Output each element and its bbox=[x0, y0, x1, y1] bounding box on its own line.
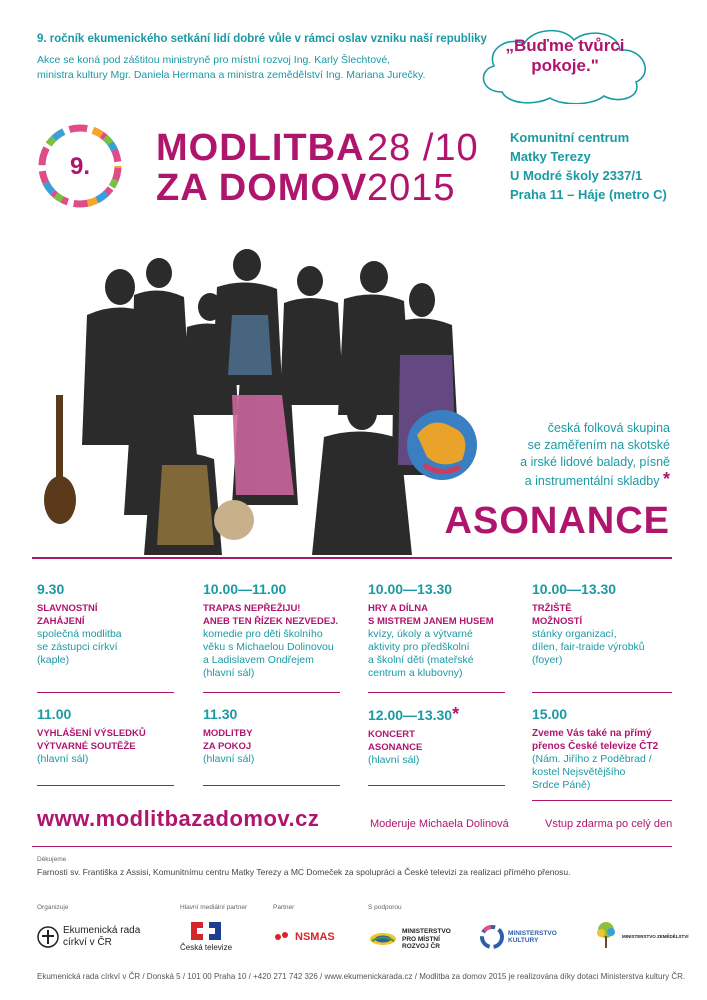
organizer-label: Organizuje bbox=[37, 904, 69, 911]
slot-time bbox=[368, 705, 518, 724]
slot-desc: (Nám. Jiřího z Poděbrad / bbox=[532, 753, 652, 765]
ct-logo bbox=[180, 920, 232, 952]
mk-emblem-icon bbox=[480, 925, 504, 949]
band-desc-line: se zaměřením na skotské bbox=[527, 438, 670, 452]
mmr-name-line: ROZVOJ ČR bbox=[402, 943, 440, 950]
band-desc-line: česká folková skupina bbox=[547, 421, 670, 435]
patronage-line: ministra kultury Mgr. Daniela Hermana a ministra zemědělství Ing. Mariana Jurečky. bbox=[37, 69, 426, 81]
asterisk-mark: * bbox=[662, 469, 670, 489]
slot-desc: Srdce Páně) bbox=[532, 779, 591, 791]
divider bbox=[32, 846, 672, 847]
support-label: S podporou bbox=[368, 904, 402, 911]
slot-title: MOŽNOSTÍ bbox=[532, 615, 583, 627]
slot-title: ANEB TEN ŘÍZEK NEZVEDEJ. bbox=[203, 615, 339, 627]
divider bbox=[203, 785, 340, 786]
slot-title: přenos České televize ČT2 bbox=[532, 740, 659, 752]
erc-name bbox=[63, 925, 140, 949]
slot-desc: komedie pro děti školního bbox=[203, 628, 323, 640]
slot-title: ASONANCE bbox=[368, 741, 423, 753]
slot-desc: kvízy, úkoly a výtvarné bbox=[368, 628, 473, 640]
mk-logo bbox=[480, 925, 557, 949]
divider bbox=[32, 557, 672, 559]
date-line: 28 /10 bbox=[367, 127, 479, 169]
program-slot bbox=[368, 705, 518, 767]
band-desc-line bbox=[470, 471, 670, 490]
slot-place: (hlavní sál) bbox=[203, 667, 255, 679]
venue-address bbox=[510, 128, 667, 204]
program-slot bbox=[532, 580, 682, 667]
moderator-text: Moderuje Michaela Dolinová bbox=[370, 818, 509, 830]
logo-number: 9. bbox=[69, 153, 91, 180]
slot-time: 10.00—13.30 bbox=[532, 581, 617, 597]
slot-place: (hlavní sál) bbox=[37, 753, 89, 765]
band-name: ASONANCE bbox=[444, 500, 670, 542]
slot-time: 15.00 bbox=[532, 706, 568, 722]
slot-title: SLAVNOSTNÍ bbox=[37, 603, 98, 614]
band-photo bbox=[32, 245, 477, 555]
venue-line: Komunitní centrum bbox=[510, 130, 630, 145]
nsmas-name: NSMAS bbox=[295, 931, 335, 943]
divider bbox=[368, 692, 505, 693]
mk-name bbox=[508, 930, 557, 945]
motto bbox=[480, 36, 650, 76]
band-description bbox=[470, 420, 670, 490]
slot-desc: aktivity pro předškolní bbox=[368, 641, 470, 653]
slot-time: 10.00—13.30 bbox=[368, 581, 453, 597]
mmr-emblem-icon bbox=[368, 931, 398, 947]
footer-text: Ekumenická rada církví v ČR / Donská 5 / 101 00 Praha 10 / +420 271 742 326 / www.ekumenickarada.cz / Modlitba za domov 2015 je realizována díky dotaci Ministerstva kultury ČR. bbox=[37, 972, 686, 981]
slot-place: (kaple) bbox=[37, 654, 70, 666]
slot-title: ZAHÁJENÍ bbox=[37, 615, 85, 627]
partner-label: Partner bbox=[273, 904, 295, 911]
slot-desc bbox=[368, 654, 518, 667]
slot-place: (hlavní sál) bbox=[368, 754, 420, 766]
mze-logo bbox=[594, 920, 689, 952]
title-line: MODLITBA bbox=[156, 127, 365, 169]
patronage-text bbox=[37, 53, 467, 83]
erc-name-line: církví v ČR bbox=[63, 937, 112, 948]
erc-emblem-icon bbox=[37, 926, 59, 948]
nsmas-logo bbox=[273, 930, 335, 944]
thanks-text: Farnosti sv. Františka z Assisi, Komunitnímu centru Matky Terezy a MC Domeček za spolupráci a České televizi za realizaci přímého přenosu. bbox=[37, 867, 571, 877]
slot-desc: společná modlitba bbox=[37, 628, 122, 640]
program-slot bbox=[37, 580, 187, 667]
slot-title: VÝTVARNÉ SOUTĚŽE bbox=[37, 740, 136, 752]
divider bbox=[532, 800, 672, 801]
slot-title: Zveme Vás také na přímý bbox=[532, 728, 652, 739]
divider bbox=[368, 785, 505, 786]
mze-name: MINISTERSTVO ZEMĚDĚLSTVÍ bbox=[622, 933, 689, 939]
tree-icon bbox=[594, 920, 618, 952]
slot-title: MODLITBY bbox=[203, 728, 253, 739]
mmr-name-line: MINISTERSTVO bbox=[402, 928, 451, 935]
ct-name: Česká televize bbox=[180, 943, 233, 952]
event-intro: 9. ročník ekumenického setkání lidí dobré vůle v rámci oslav vzniku naší republiky bbox=[37, 33, 487, 45]
slot-place-inline: (mateřské bbox=[426, 654, 474, 666]
slot-title: S MISTREM JANEM HUSEM bbox=[368, 615, 494, 627]
mk-name-line: KULTURY bbox=[508, 937, 539, 944]
slot-title: ZA POKOJ bbox=[203, 740, 252, 752]
asterisk-mark: * bbox=[452, 704, 460, 724]
band-desc-text: a instrumentální skladby bbox=[524, 474, 660, 488]
slot-place: (foyer) bbox=[532, 654, 563, 666]
divider bbox=[532, 692, 672, 693]
slot-desc: centrum a klubovny) bbox=[368, 667, 463, 679]
entry-text: Vstup zdarma po celý den bbox=[545, 818, 673, 830]
nsmas-emblem-icon bbox=[273, 930, 291, 944]
band-desc-line: a irské lidové balady, písně bbox=[520, 455, 670, 469]
event-title bbox=[156, 128, 367, 208]
divider bbox=[37, 785, 174, 786]
divider bbox=[37, 692, 174, 693]
divider bbox=[203, 692, 340, 693]
slot-desc: a Ladislavem Ondřejem bbox=[203, 654, 314, 666]
slot-title: HRY A DÍLNA bbox=[368, 603, 428, 614]
mk-name-line: MINISTERSTVO bbox=[508, 929, 557, 937]
mmr-logo bbox=[368, 928, 451, 951]
motto-line: „Buďme tvůrci bbox=[505, 36, 625, 55]
slot-time: 11.00 bbox=[37, 706, 72, 722]
program-slot bbox=[203, 580, 353, 680]
erc-logo bbox=[37, 925, 140, 949]
patronage-line: Akce se koná pod záštitou ministryně pro místní rozvoj Ing. Karly Šlechtové, bbox=[37, 54, 391, 66]
slot-title: VYHLÁŠENÍ VÝSLEDKŮ bbox=[37, 728, 146, 739]
slot-title: KONCERT bbox=[368, 729, 415, 740]
slot-time: 11.30 bbox=[203, 706, 238, 722]
slot-desc: dílen, fair-traide výrobků bbox=[532, 641, 645, 653]
slot-place: (hlavní sál) bbox=[203, 753, 255, 765]
slot-desc: věku s Michaelou Dolinovou bbox=[203, 641, 334, 653]
program-slot bbox=[532, 705, 682, 792]
slot-desc: stánky organizací, bbox=[532, 628, 617, 640]
mmr-name-line: PRO MÍSTNÍ bbox=[402, 935, 440, 943]
venue-line: U Modré školy 2337/1 bbox=[510, 168, 643, 183]
title-line: ZA DOMOV bbox=[156, 167, 368, 209]
mmr-name bbox=[402, 928, 451, 951]
slot-time: 9.30 bbox=[37, 581, 65, 597]
media-partner-label: Hlavní mediální partner bbox=[180, 904, 248, 911]
slot-title: TRAPAS NEPŘEŽIJU! bbox=[203, 603, 301, 614]
slot-time: 10.00—11.00 bbox=[203, 581, 287, 597]
slot-desc: kostel Nejsvětějšího bbox=[532, 766, 626, 778]
event-ring-logo bbox=[34, 120, 126, 212]
erc-name-line: Ekumenická rada bbox=[63, 925, 141, 936]
website-link[interactable]: www.modlitbazadomov.cz bbox=[37, 806, 320, 831]
thanks-label: Děkujeme bbox=[37, 856, 67, 863]
date-line: 2015 bbox=[367, 167, 456, 209]
venue-line: Praha 11 – Háje (metro C) bbox=[510, 187, 667, 202]
slot-title: TRŽIŠTĚ bbox=[532, 603, 572, 614]
program-slot bbox=[37, 705, 187, 766]
slot-time-text: 12.00—13.30 bbox=[368, 707, 453, 723]
venue-line: Matky Terezy bbox=[510, 149, 591, 164]
program-slot bbox=[203, 705, 353, 766]
slot-desc: se zástupci církví bbox=[37, 641, 118, 653]
ct-emblem-icon bbox=[187, 920, 225, 942]
program-slot bbox=[368, 580, 518, 680]
event-date bbox=[367, 128, 479, 208]
motto-line: pokoje." bbox=[531, 56, 599, 75]
slot-desc-text: a školní děti bbox=[368, 654, 425, 666]
